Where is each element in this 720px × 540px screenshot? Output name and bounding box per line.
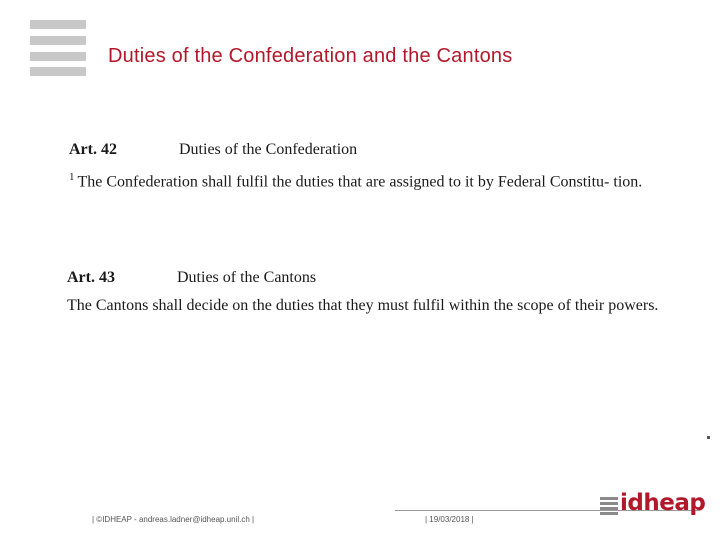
decorative-dot [707, 436, 710, 439]
article-heading: Duties of the Confederation [179, 141, 358, 158]
slide-title: Duties of the Confederation and the Cantons [108, 45, 513, 67]
idheap-logo-text: idheap [620, 490, 706, 516]
footer-credit: | ©IDHEAP - andreas.ladner@idheap.unil.ch | [92, 515, 255, 524]
article-body: The Cantons shall decide on the duties that they must fulfil within the scope of their powers. [67, 297, 659, 314]
article-heading: Duties of the Cantons [177, 269, 317, 286]
article-number: Art. 42 [69, 141, 117, 158]
menu-bars-logo-icon [30, 20, 86, 76]
article-text [69, 168, 664, 191]
paragraph-number: 1 [69, 171, 75, 183]
idheap-logo-bars-icon [600, 497, 618, 515]
article-number: Art. 43 [67, 269, 115, 286]
article-body: The Confederation shall fulfil the duties that are assigned to it by Federal Constitu- tion. [77, 173, 643, 191]
footer-date: | 19/03/2018 | [425, 515, 474, 524]
